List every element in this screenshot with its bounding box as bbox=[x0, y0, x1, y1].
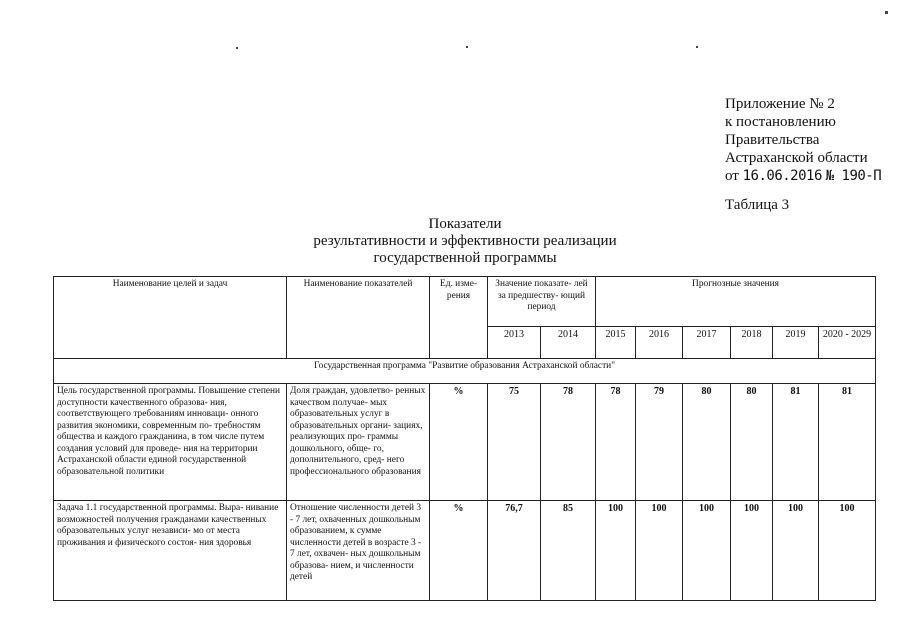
indicator-cell: Отношение численности детей 3 - 7 лет, охваченных дошкольным образованием, к сумме численности детей в возрасте 3 - 7 лет, охвачен- ных дошкольным образова- нием, и численности детей bbox=[287, 501, 430, 601]
appendix-header bbox=[725, 95, 881, 185]
scan-speck bbox=[236, 47, 238, 49]
indicator-cell: Доля граждан, удовлетво- ренных качеством получае- мых образовательных услуг в образовательных органи- зациях, реализующих про- граммы дошкольного, обще- го, дополнительного, сред- него профессионального образования bbox=[287, 384, 430, 501]
year-header: 2019 bbox=[773, 327, 819, 359]
scan-speck bbox=[885, 11, 888, 14]
appendix-date-line bbox=[725, 167, 881, 185]
year-header: 2014 bbox=[541, 327, 596, 359]
appendix-line: Правительства bbox=[725, 132, 820, 148]
value-cell: 75 bbox=[488, 384, 541, 501]
header-forecast: Прогнозные значения bbox=[596, 277, 876, 327]
appendix-line: к постановлению bbox=[725, 114, 836, 130]
value-cell: 81 bbox=[819, 384, 876, 501]
year-header: 2020 - 2029 bbox=[819, 327, 876, 359]
appendix-date: 16.06.2016 bbox=[742, 168, 822, 184]
title-line: Показатели bbox=[428, 216, 502, 232]
document-title bbox=[240, 216, 690, 267]
value-cell: 78 bbox=[596, 384, 636, 501]
year-header: 2016 bbox=[636, 327, 683, 359]
goal-cell: Задача 1.1 государственной программы. Выра- нивание возможностей получения гражданами качественных образовательных услуг независи- мо от места проживания и физического состоя- ния здоровья bbox=[54, 501, 287, 601]
table-number: Таблица 3 bbox=[725, 197, 790, 213]
value-cell: 78 bbox=[541, 384, 596, 501]
program-title-row: Государственная программа "Развитие образования Астраханской области" bbox=[54, 359, 876, 384]
year-header: 2015 bbox=[596, 327, 636, 359]
unit-cell: % bbox=[430, 501, 488, 601]
appendix-line: Астраханской области bbox=[725, 150, 868, 166]
table-row bbox=[54, 501, 876, 601]
indicators-table bbox=[53, 276, 876, 601]
header-unit: Ед. изме- рения bbox=[430, 277, 488, 359]
value-cell: 100 bbox=[683, 501, 731, 601]
header-previous-period: Значение показате- лей за предшеству- ющий период bbox=[488, 277, 596, 327]
table-row bbox=[54, 384, 876, 501]
value-cell: 76,7 bbox=[488, 501, 541, 601]
year-header: 2018 bbox=[731, 327, 773, 359]
value-cell: 100 bbox=[731, 501, 773, 601]
value-cell: 80 bbox=[683, 384, 731, 501]
appendix-line: Приложение № 2 bbox=[725, 96, 835, 112]
title-line: государственной программы bbox=[373, 250, 557, 266]
scan-speck bbox=[696, 46, 698, 48]
value-cell: 81 bbox=[773, 384, 819, 501]
header-indicators: Наименование показателей bbox=[287, 277, 430, 359]
appendix-number: № 190-П bbox=[825, 168, 882, 184]
value-cell: 100 bbox=[636, 501, 683, 601]
unit-cell: % bbox=[430, 384, 488, 501]
value-cell: 80 bbox=[731, 384, 773, 501]
title-line: результативности и эффективности реализации bbox=[313, 233, 617, 249]
value-cell: 100 bbox=[819, 501, 876, 601]
appendix-from: от bbox=[725, 168, 739, 184]
value-cell: 79 bbox=[636, 384, 683, 501]
year-header: 2013 bbox=[488, 327, 541, 359]
value-cell: 85 bbox=[541, 501, 596, 601]
value-cell: 100 bbox=[773, 501, 819, 601]
year-header: 2017 bbox=[683, 327, 731, 359]
value-cell: 100 bbox=[596, 501, 636, 601]
scan-speck bbox=[466, 46, 468, 48]
header-goals: Наименование целей и задач bbox=[54, 277, 287, 359]
goal-cell: Цель государственной программы. Повышение степени доступности качественного образова- ния, соответствующего требованиям инноваци- онного развития экономики, современным по- требностям общества и каждого гражданина, в том числе путем создания условий для проведе- ния на территории Астраханской области единой государственной образовательной политики bbox=[54, 384, 287, 501]
